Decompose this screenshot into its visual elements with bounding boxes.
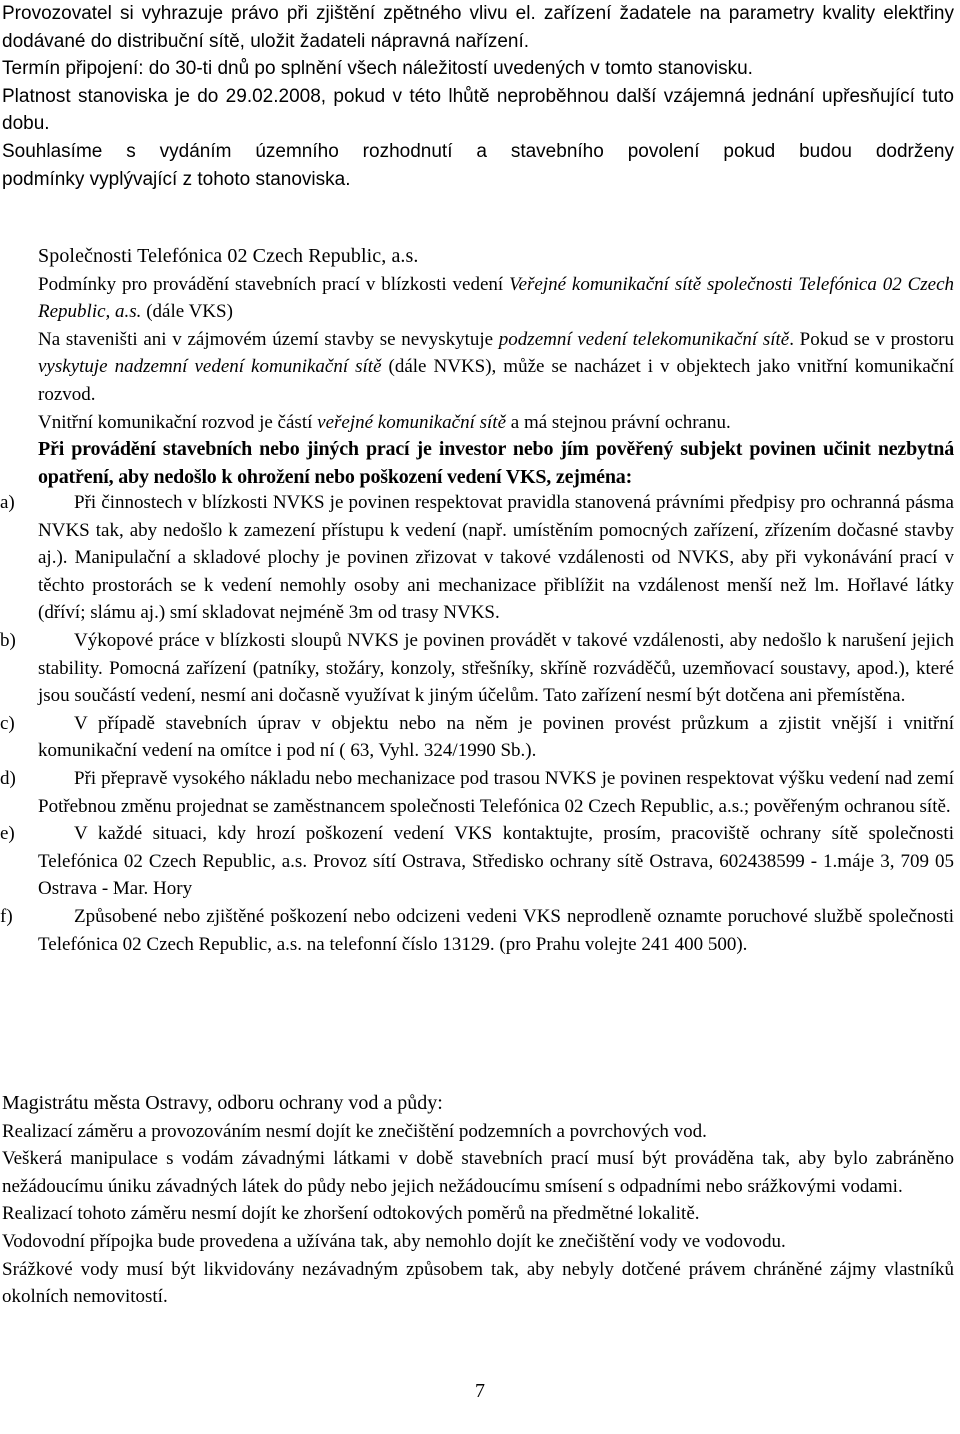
list-item-letter: a) (0, 492, 15, 513)
list-item (0, 820, 954, 903)
site-text-e: (dále NVKS), může se nacházet i v objektech jako vnitřní komunikační rozvod. (38, 356, 954, 405)
conditions-list (0, 489, 954, 958)
list-item-text: Výkopové práce v blízkosti sloupů NVKS je povinen provádět v takové vzdálenosti, aby nedošlo k narušení jejich stability. Pomocná zařízení (patníky, stožáry, konzoly, střešníky, skříně rozváděčů, uzemňovací soustavy, apod.), které jsou součástí vedení, nesmí ani dočasně využívat k jiným účelům. Tato zařízení nesmí být dotčena ani přemístěna. (38, 629, 954, 707)
telefonica-internal-paragraph (38, 409, 954, 437)
site-text-c: . Pokud se v prostoru (789, 328, 954, 350)
paragraph-consent-line-2: podmínky vyplývající z tohoto stanoviska. (2, 168, 351, 190)
list-item-letter: d) (0, 767, 16, 789)
list-item (0, 627, 954, 710)
water-paragraph: Veškerá manipulace s vodám závadnými látkami v době stavebních prací musí být prováděna tak, aby bylo zabráněno nežádoucímu úniku závadných látek do půdy nebo jejich nežádoucímu smísení s odpadními nebo srážkovými vodami. (2, 1148, 954, 1197)
list-item (0, 710, 954, 765)
list-item-text: Způsobené nebo zjištěné poškození nebo odcizeni vedeni VKS neprodleně oznamte poruchové službě společnosti Telefónica 02 Czech Republic, a.s. na telefonní číslo 13129. (pro Prahu volejte 241 400 500). (38, 905, 954, 955)
list-item-letter: f) (0, 905, 13, 927)
water-paragraph: Vodovodní přípojka bude provedena a užívána tak, aby nemohlo dojít ke znečištění vody ve vodovodu. (2, 1230, 786, 1252)
page-number: 7 (475, 1380, 485, 1402)
water-paragraph: Realizací záměru a provozováním nesmí dojít ke znečištění podzemních a povrchových vod. (2, 1120, 707, 1142)
telefonica-heading: Společnosti Telefónica 02 Czech Republic, a.s. (38, 245, 419, 267)
telefonica-duties-heading: Při provádění stavebních nebo jiných prací je investor nebo jím pověřený subjekt povinen učinit nezbytná opatření, aby nedošlo k ohrožení nebo poškození vedení VKS, zejména: (38, 438, 954, 488)
opening-section (2, 0, 954, 193)
connection-term-text: do 30-ti dnů po splnění všech náležitostí uvedených v tomto stanovisku. (143, 58, 753, 80)
paragraph-validity: Platnost stanoviska je do 29.02.2008, pokud v této lhůtě neproběhnou další vzájemná jednání upřesňující tuto dobu. (2, 85, 954, 135)
paragraph-consent-line-1: Souhlasíme s vydáním územního rozhodnutí a stavebního povolení pokud budou dodrženy (2, 140, 954, 162)
telefonica-conditions-paragraph (38, 271, 954, 326)
telefonica-section (38, 243, 954, 491)
water-protection-heading: Magistrátu města Ostravy, odboru ochrany vod a půdy: (2, 1092, 443, 1114)
conditions-text: Podmínky pro provádění stavebních prací v blízkosti vedení (38, 273, 510, 295)
site-text-a: Na staveništi ani v zájmovém území stavby se nevyskytuje (38, 328, 499, 350)
telefonica-site-paragraph (38, 326, 954, 409)
conditions-abbrev: (dále VKS) (141, 301, 233, 323)
list-item-text: V každé situaci, kdy hrozí poškození vedení VKS kontaktujte, prosím, pracoviště ochrany sítě společnosti Telefónica 02 Czech Republic, a.s. Provoz sítí Ostrava, Středisko ochrany sítě Ostrava, 602438599 - 1.máje 3, 709 05 Ostrava - Mar. Hory (38, 823, 954, 900)
list-item-letter: e) (0, 823, 15, 845)
list-item (0, 765, 954, 820)
water-protection-section (2, 1090, 954, 1311)
list-item (0, 903, 954, 958)
list-item-text: Při přepravě vysokého nákladu nebo mechanizace pod trasou NVKS je povinen respektovat výšku vedení nad zemí Potřebnou změnu projednat se zaměstnancem společnosti Telefónica 02 Czech Republic, a.s.; pověřeným ochranou sítě. (38, 767, 954, 817)
site-text-b: podzemní vedení telekomunikační sítě (498, 328, 790, 350)
conditions-network-name: Veřejné komunikační sítě společnosti Telefónica 02 Czech Republic, a.s. (38, 273, 954, 323)
list-item-letter: c) (0, 712, 15, 734)
water-paragraph: Realizací tohoto záměru nesmí dojít ke zhoršení odtokových poměrů na předmětné lokalitě. (2, 1203, 700, 1225)
list-item-letter: b) (0, 629, 16, 651)
paragraph-reverse-impact: Provozovatel si vyhrazuje právo při zjištění zpětného vlivu el. zařízení žadatele na parametry kvality elektřiny dodávané do distribuční sítě, uložit žadateli nápravná nařízení. (2, 3, 954, 52)
water-paragraph: Srážkové vody musí být likvidovány nezávadným způsobem tak, aby nebyly dotčené právem chráněné zájmy vlastníků okolních nemovitostí. (2, 1258, 954, 1308)
list-item (0, 489, 954, 627)
paragraph-connection-term (2, 55, 954, 83)
internal-text-c: a má stejnou právní ochranu. (506, 411, 731, 433)
site-text-d: vyskytuje nadzemní vedení komunikační sítě (38, 356, 382, 378)
internal-text-b: veřejné komunikační sítě (317, 411, 507, 433)
list-item-text: V případě stavebních úprav v objektu nebo na něm je povinen provést průzkum a zjistit vnější i vnitřní komunikační vedení na omítce i pod ní ( 63, Vyhl. 324/1990 Sb.). (38, 712, 954, 762)
connection-term-label: Termín připojení: (2, 58, 144, 80)
list-item-text: Při činnostech v blízkosti NVKS je povinen respektovat pravidla stanovená právními předpisy pro ochranná pásma NVKS tak, aby nedošlo k zamezení přístupu k vedení (např. umístěním pomocných zařízení, zřízením dočasné stavby aj.). Manipulační a skladové plochy je povinen zřizovat v takové vzdálenosti od NVKS, aby při vykonávání prací v těchto prostorách se k vedení nemohly osoby ani mechanizace přiblížit na vzdálenost menší než lm. Hořlavé látky (dříví; slámu aj.) smí skladovat nejméně 3m od trasy NVKS. (38, 492, 954, 624)
internal-text-a: Vnitřní komunikační rozvod je částí (38, 411, 318, 433)
